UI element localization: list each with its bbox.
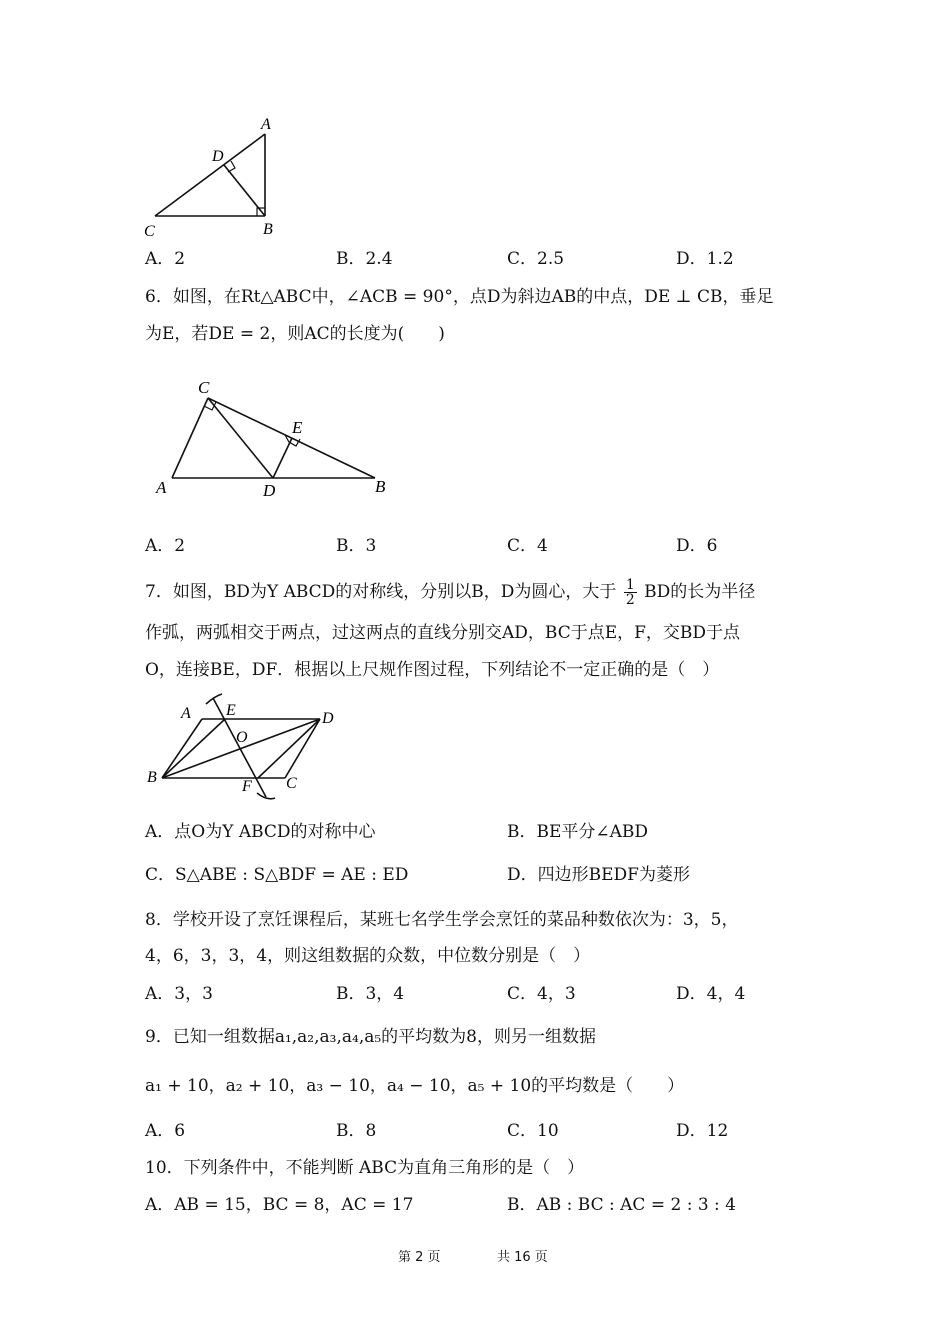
- q5-option-a[interactable]: A．2: [145, 249, 186, 269]
- label-b: B: [147, 769, 157, 786]
- q9-option-a[interactable]: A．6: [145, 1121, 186, 1141]
- label-e: E: [292, 418, 303, 437]
- q6-option-a[interactable]: A．2: [145, 536, 186, 556]
- label-b: B: [375, 477, 386, 496]
- label-o: O: [236, 729, 248, 746]
- q7-option-c[interactable]: C．S△ABE : S△BDF = AE : ED: [145, 865, 409, 885]
- footer-page-number: 第 2 页: [398, 1250, 441, 1265]
- q6-option-b[interactable]: B．3: [336, 536, 377, 556]
- label-f: F: [242, 778, 252, 795]
- q6-text-line1: 6．如图，在Rt△ABC中，∠ACB = 90°，点D为斜边AB的中点，DE ⊥ CB，垂足: [145, 287, 774, 307]
- q8-option-b[interactable]: B．3，4: [336, 984, 405, 1004]
- q8-option-c[interactable]: C．4，3: [507, 984, 576, 1004]
- q6-text-line2: 为E，若DE = 2，则AC的长度为( ): [145, 324, 445, 344]
- q10-text-line1: 10．下列条件中，不能判断 ABC为直角三角形的是（ ）: [145, 1158, 585, 1178]
- label-e: E: [226, 702, 236, 719]
- label-a: A: [181, 705, 191, 722]
- label-a: A: [156, 478, 167, 497]
- q8-text-line2: 4，6，3，3，4，则这组数据的众数，中位数分别是（ ）: [145, 946, 591, 966]
- q7-line1-part2: BD的长为半径: [644, 582, 756, 602]
- q10-option-b[interactable]: B．AB : BC : AC = 2 : 3 : 4: [507, 1195, 737, 1215]
- figure-q5-triangle: [140, 110, 290, 245]
- label-c: C: [144, 223, 155, 240]
- label-c: C: [286, 775, 297, 792]
- label-c: C: [198, 378, 210, 397]
- q9-text-line2: a₁ + 10，a₂ + 10，a₃ − 10，a₄ − 10，a₅ + 10的平均数是（ ）: [145, 1076, 685, 1096]
- q7-option-d[interactable]: D．四边形BEDF为菱形: [507, 865, 690, 885]
- q7-text-line1: [145, 578, 755, 607]
- label-a: A: [261, 116, 271, 133]
- q6-option-c[interactable]: C．4: [507, 536, 548, 556]
- q5-option-c[interactable]: C．2.5: [507, 249, 565, 269]
- label-d: D: [212, 148, 224, 165]
- figure-q6-triangle: [150, 375, 400, 505]
- q9-option-d[interactable]: D．12: [676, 1121, 729, 1141]
- q7-option-b[interactable]: B．BE平分∠ABD: [507, 822, 649, 842]
- q9-option-b[interactable]: B．8: [336, 1121, 377, 1141]
- q5-option-d[interactable]: D．1.2: [676, 249, 734, 269]
- q7-fraction: [624, 578, 637, 607]
- q8-text-line1: 8．学校开设了烹饪课程后，某班七名学生学会烹饪的菜品种数依次为：3，5，: [145, 910, 739, 930]
- footer-total-pages: 共 16 页: [497, 1250, 548, 1265]
- q7-fraction-numerator: 1: [625, 577, 635, 593]
- label-b: B: [263, 221, 273, 238]
- figure-q7-parallelogram: [140, 690, 350, 805]
- q7-line1-part1: 7．如图，BD为Y ABCD的对称线，分别以B，D为圆心，大于: [145, 582, 617, 602]
- q7-fraction-denominator: 2: [625, 592, 635, 608]
- q7-option-a[interactable]: A．点O为Y ABCD的对称中心: [145, 822, 376, 842]
- q6-option-d[interactable]: D．6: [676, 536, 718, 556]
- q8-option-d[interactable]: D．4，4: [676, 984, 746, 1004]
- q10-option-a[interactable]: A．AB = 15，BC = 8，AC = 17: [145, 1195, 414, 1215]
- q7-text-line3: O，连接BE，DF．根据以上尺规作图过程，下列结论不一定正确的是（ ）: [145, 660, 720, 680]
- label-d: D: [322, 710, 334, 727]
- q9-option-c[interactable]: C．10: [507, 1121, 559, 1141]
- q7-text-line2: 作弧，两弧相交于两点，过这两点的直线分别交AD，BC于点E，F，交BD于点: [145, 623, 741, 643]
- label-d: D: [263, 481, 276, 500]
- q5-option-b[interactable]: B．2.4: [336, 249, 393, 269]
- q8-option-a[interactable]: A．3，3: [145, 984, 213, 1004]
- q9-text-line1: 9．已知一组数据a₁,a₂,a₃,a₄,a₅的平均数为8，则另一组数据: [145, 1027, 596, 1047]
